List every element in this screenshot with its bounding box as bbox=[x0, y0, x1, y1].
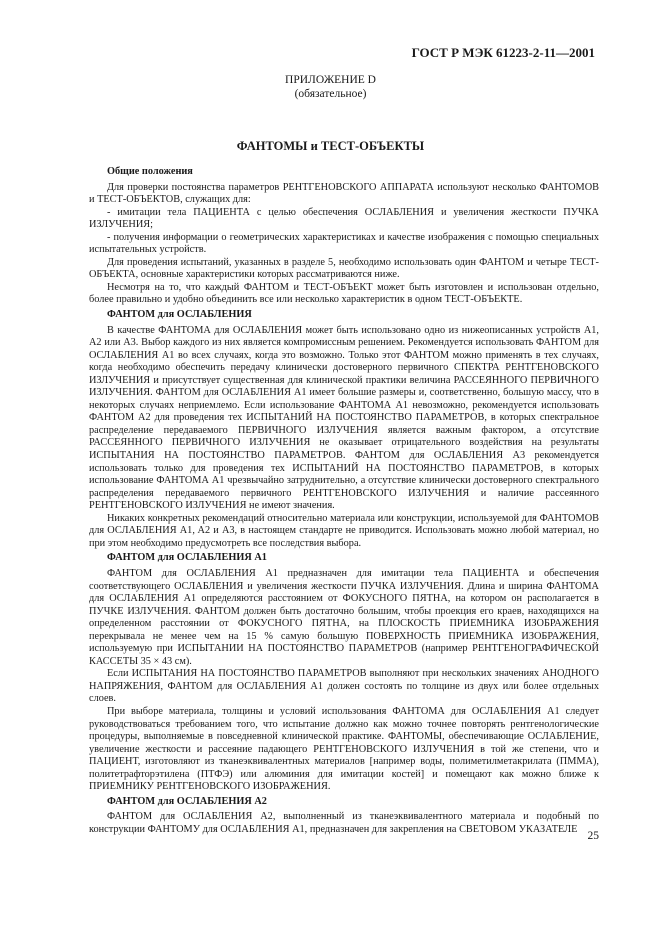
appendix-title: ПРИЛОЖЕНИЕ D bbox=[285, 74, 376, 86]
paragraph: В качестве ФАНТОМА для ОСЛАБЛЕНИЯ может быть использовано одно из нижеописанных устройств A1, A2 или A3. Выбор каждого из них является компромиссным решением. Рекомендуется использовать ФАНТОМ для ОСЛАБЛЕНИЯ A1 во всех случаях, когда это возможно. Только этот ФАНТОМ можно применять в тех случаях, когда необходимо обеспечить передачу клинически достоверного первичного СПЕКТРА РЕНТГЕНОВСКОГО ИЗЛУЧЕНИЯ и присутствует существенная для клинической практики величина РАССЕЯННОГО ПЕРВИЧНОГО ИЗЛУЧЕНИЯ. ФАНТОМ для ОСЛАБЛЕНИЯ A1 имеет большие размеры и, соответственно, большую массу, что в некоторых случаях неприемлемо. Если использование ФАНТОМА A1 невозможно, рекомендуется использовать ФАНТОМ A2 для проведения тех ИСПЫТАНИЙ НА ПОСТОЯНСТВО ПАРАМЕТРОВ, в которых спектральное распределение передаваемого ПЕРВИЧНОГО ИЗЛУЧЕНИЯ является важным фактором, а отсутствие РАССЕЯННОГО ПЕРВИЧНОГО ИЗЛУЧЕНИЯ не оказывает отрицательного воздействия на результаты ИСПЫТАНИЯ НА ПОСТОЯНСТВО ПАРАМЕТРОВ. ФАНТОМ для ОСЛАБЛЕНИЯ A3 рекомендуется использовать только для проведения тех ИСПЫТАНИЙ НА ПОСТОЯНСТВО ПАРАМЕТРОВ, в которых использование ФАНТОМА A1 чрезвычайно затруднительно, а отсутствие клинически достоверного спектрального распределения передаваемого первичного РЕНТГЕНОВСКОГО ИЗЛУЧЕНИЯ и наличие рассеянного РЕНТГЕНОВСКОГО ИЗЛУЧЕНИЯ не имеют значения. bbox=[89, 324, 599, 512]
paragraph: Для проверки постоянства параметров РЕНТГЕНОВСКОГО АППАРАТА используют несколько ФАНТОМОВ и ТЕСТ-ОБЪЕКТОВ, служащих для: bbox=[89, 181, 599, 206]
section-heading-attenuation-phantom: ФАНТОМ для ОСЛАБЛЕНИЯ bbox=[107, 309, 252, 321]
paragraph: ФАНТОМ для ОСЛАБЛЕНИЯ A1 предназначен для имитации тела ПАЦИЕНТА и обеспечения соответствующего ОСЛАБЛЕНИЯ и увеличения жесткости ПУЧКА ИЗЛУЧЕНИЯ. Длина и ширина ФАНТОМА для ОСЛАБЛЕНИЯ A1 определяются расстоянием от ФОКУСНОГО ПЯТНА, на котором он располагается в ПУЧКЕ ИЗЛУЧЕНИЯ. ФАНТОМ должен быть достаточно большим, чтобы проекция его краев, находящихся на определенном расстоянии от ФОКУСНОГО ПЯТНА, на ПЛОСКОСТЬ ПРИЕМНИКА ИЗОБРАЖЕНИЯ перекрывала не менее чем на 15 % самую большую ПОВЕРХНОСТЬ ПРИЕМНИКА ИЗОБРАЖЕНИЯ, используемую при ИСПЫТАНИИ НА ПОСТОЯНСТВО ПАРАМЕТРОВ (например РЕНТГЕНОГРАФИЧЕСКОЙ КАССЕТЫ 35 × 43 см). bbox=[89, 567, 599, 667]
document-body bbox=[89, 166, 599, 836]
page-number: 25 bbox=[587, 830, 599, 842]
standard-header: ГОСТ Р МЭК 61223-2-11—2001 bbox=[411, 45, 595, 60]
main-title: ФАНТОМЫ и ТЕСТ-ОБЪЕКТЫ bbox=[236, 139, 425, 153]
section-heading-general: Общие положения bbox=[107, 166, 193, 177]
paragraph: - получения информации о геометрических характеристиках и качестве изображения с помощью специальных испытательных устройств. bbox=[89, 231, 599, 256]
paragraph: Никаких конкретных рекомендаций относительно материала или конструкции, используемой для ФАНТОМОВ для ОСЛАБЛЕНИЯ A1, A2 и A3, в настоящем стандарте не приводится. Использовать можно любой материал, но при этом необходимо предусмотреть все последствия выбора. bbox=[89, 512, 599, 549]
paragraph: ФАНТОМ для ОСЛАБЛЕНИЯ A2, выполненный из тканеэквивалентного материала и подобный по конструкции ФАНТОМУ для ОСЛАБЛЕНИЯ A1, предназначен для закрепления на СВЕТОВОМ УКАЗАТЕЛЕ bbox=[89, 811, 599, 835]
section-heading-phantom-a2: ФАНТОМ для ОСЛАБЛЕНИЯ A2 bbox=[107, 795, 267, 807]
paragraph: - имитации тела ПАЦИЕНТА с целью обеспечения ОСЛАБЛЕНИЯ и увеличения жесткости ПУЧКА ИЗЛУЧЕНИЯ; bbox=[89, 206, 599, 231]
section-heading-phantom-a1: ФАНТОМ для ОСЛАБЛЕНИЯ A1 bbox=[107, 552, 267, 564]
appendix-subtitle: (обязательное) bbox=[294, 88, 367, 100]
paragraph: Для проведения испытаний, указанных в разделе 5, необходимо использовать один ФАНТОМ и четыре ТЕСТ-ОБЪЕКТА, основные характеристики которых рассматриваются ниже. bbox=[89, 256, 599, 281]
paragraph: При выборе материала, толщины и условий использования ФАНТОМА для ОСЛАБЛЕНИЯ A1 следует руководствоваться требованием того, что испытание должно как можно точнее повторять рентгенологические процедуры, выполняемые в повседневной клинической практике. ФАНТОМЫ, обеспечивающие ОСЛАБЛЕНИЕ, увеличение жесткости и рассеяние падающего РЕНТГЕНОВСКОГО ИЗЛУЧЕНИЯ в той же степени, что и ПАЦИЕНТ, изготовляют из тканеэквивалентных материалов [например воды, полиметилметакрилата (ПММА), политетрафторэтилена (ПТФЭ) или алюминия для имитации костей] и помещают как можно ближе к ПРИЕМНИКУ РЕНТГЕНОВСКОГО ИЗОБРАЖЕНИЯ. bbox=[89, 705, 599, 793]
paragraph: Если ИСПЫТАНИЯ НА ПОСТОЯНСТВО ПАРАМЕТРОВ выполняют при нескольких значениях АНОДНОГО НАПРЯЖЕНИЯ, ФАНТОМ для ОСЛАБЛЕНИЯ A1 должен состоять по толщине из двух или более отдельных слоев. bbox=[89, 668, 599, 705]
paragraph: Несмотря на то, что каждый ФАНТОМ и ТЕСТ-ОБЪЕКТ может быть изготовлен и использован отдельно, более правильно и удобно объединить все или несколько характеристик в одном ТЕСТ-ОБЪЕКТЕ. bbox=[89, 281, 599, 306]
